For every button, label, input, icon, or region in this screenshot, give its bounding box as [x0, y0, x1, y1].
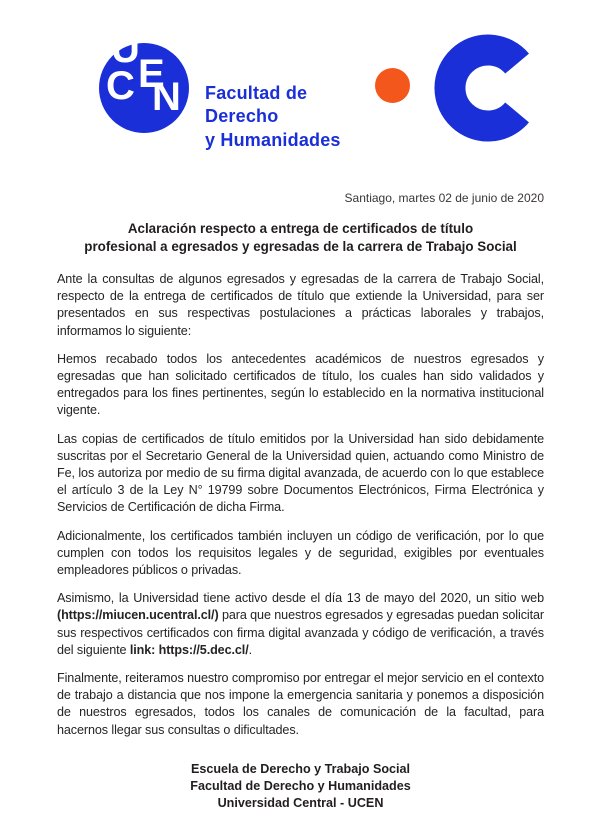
faculty-line: Derecho: [205, 106, 279, 127]
logo-letter-n: N: [152, 75, 181, 119]
faculty-line: y Humanidades: [205, 129, 341, 150]
signature-line-school: Escuela de Derecho y Trabajo Social: [190, 761, 411, 776]
paragraph: Hemos recabado todos los antecedentes académicos de nuestros egresados y egresadas que han solicitado certificados de título, los cuales han sido validados y entregados para los fines pertinentes, según lo establecido en la normativa institucional vigente.: [57, 351, 544, 418]
ucen-logo-icon: [99, 27, 189, 133]
title-line-2: profesional a egresados y egresadas de la carrera de Trabajo Social: [84, 238, 517, 254]
logo-letter-u: U: [111, 27, 140, 71]
faculty-wordmark: [205, 82, 341, 152]
faculty-line: Facultad de: [205, 83, 308, 103]
paragraph: Asimismo, la Universidad tiene activo desde el día 13 de mayo del 2020, un sitio web (https://miucen.ucentral.cl/) para que nuestros egresados y egresadas puedan solicitar sus respectivos certificados con firma digital avanzada y código de verificación, a través del siguiente link: https://5.dec.cl/.: [57, 591, 544, 657]
paragraph: Las copias de certificados de título emitidos por la Universidad han sido debidamente suscritas por el Secretario General de la Universidad quien, actuando como Ministro de Fe, los autoriza por medio de su firma digital avanzada, de acuerdo con lo que establece el artículo 3 de la Ley N° 19799 sobre Documentos Electrónicos, Firma Electrónica y Servicios de Certificación de dicha Firma.: [57, 431, 544, 515]
paragraph: Ante la consultas de algunos egresados y egresadas de la carrera de Trabajo Social, respecto de la entrega de certificados de título que extiende la Universidad, para ser presentados en sus respectivas postulaciones a prácticas laborales y trabajos, informamos lo siguiente:: [57, 272, 544, 338]
signature-line-university: Universidad Central - UCEN: [217, 795, 384, 810]
logo-letter-e: E: [138, 52, 165, 96]
orange-dot-icon: [375, 68, 410, 103]
body-paragraphs: [57, 271, 544, 739]
orange-ring-decoration: [0, 0, 3, 20]
blue-c-icon: [432, 31, 544, 145]
date-line: Santiago, martes 02 de junio de 2020: [344, 191, 544, 205]
signature-line-faculty: Facultad de Derecho y Humanidades: [190, 778, 411, 793]
signature-block: [57, 761, 544, 812]
document-title: [57, 220, 544, 255]
paragraph: Finalmente, reiteramos nuestro compromiso por entregar el mejor servicio en el contexto de trabajo a distancia que nos impone la emergencia sanitaria y ponemos a disposición de nuestros egresados, todos los canales de comunicación de la facultad, para hacernos llegar sus consultas o dificultades.: [57, 671, 544, 737]
logo-letter-c: C: [106, 64, 135, 108]
letter-body: [57, 191, 544, 812]
paragraph: Adicionalmente, los certificados también incluyen un código de verificación, por lo que cumplen con todos los requisitos legales y de seguridad, exigibles por eventuales empleadores públicos o privadas.: [57, 528, 544, 578]
title-line-1: Aclaración respecto a entrega de certificados de título: [127, 221, 474, 236]
